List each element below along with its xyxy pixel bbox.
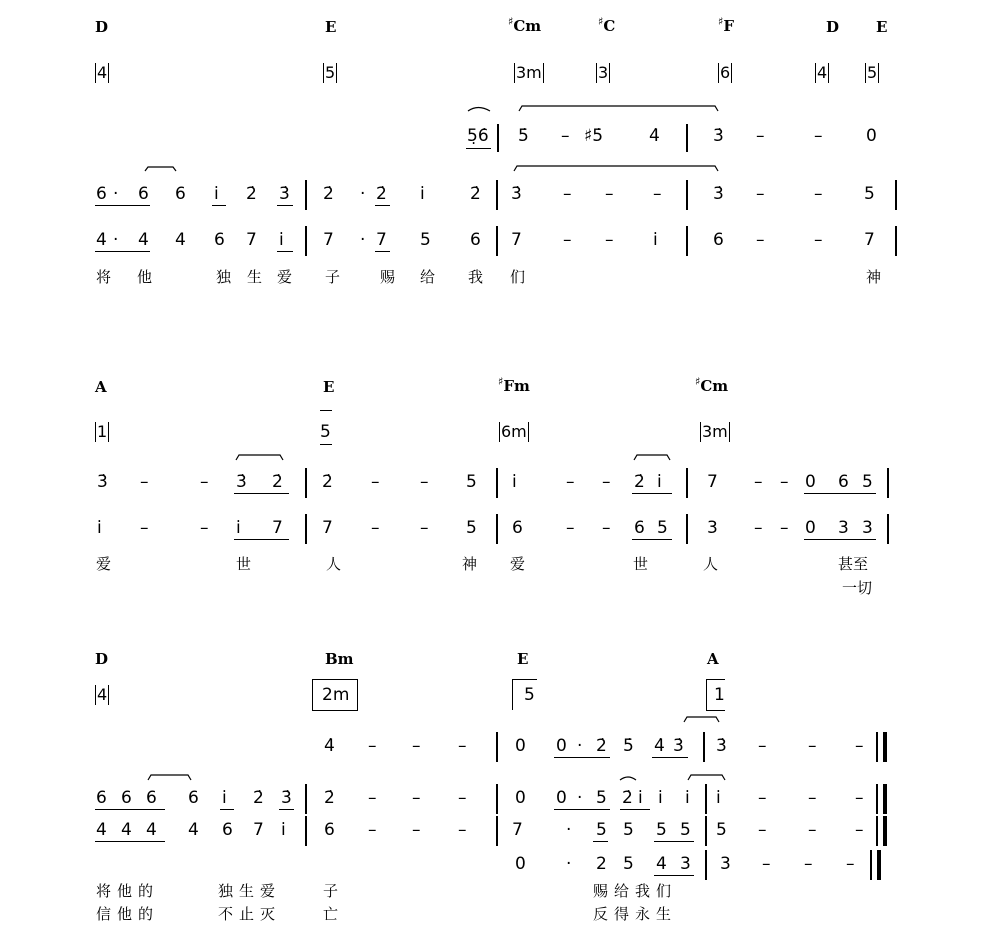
lyric: 反得永生 xyxy=(593,905,678,923)
chord-label: E xyxy=(876,18,888,36)
voice1-note: i̇ xyxy=(685,788,690,808)
melody-note: · xyxy=(577,736,583,756)
voice1-note: i̇ xyxy=(716,788,721,808)
chord-label: ♯Cm xyxy=(508,15,542,35)
voice2-note: – xyxy=(200,518,209,538)
lyric: 爱 xyxy=(277,268,293,286)
voice1-note: 0 xyxy=(556,788,567,808)
lyric: 我 xyxy=(468,268,484,286)
voice1-note: i̇ xyxy=(657,472,662,492)
lyric: 神 xyxy=(866,268,882,286)
voice2-note: – xyxy=(814,230,823,250)
voice3-note: · xyxy=(566,854,572,874)
lyric: 爱 xyxy=(510,555,526,573)
voice2-note: 6 xyxy=(214,230,225,250)
melody-note: ♯5̇ xyxy=(584,126,604,146)
voice1-note: – xyxy=(566,472,575,492)
voice2-note: – xyxy=(371,518,380,538)
lyric: 赐给我们 xyxy=(593,882,678,900)
melody-note: 4̇ xyxy=(654,736,665,756)
melody-note: 2̇ xyxy=(596,736,607,756)
voice2-note: – xyxy=(563,230,572,250)
voice2-note: 6 xyxy=(713,230,724,250)
chord-label: ♯Fm xyxy=(498,375,530,395)
chord-degree-box: 5 xyxy=(320,422,331,442)
voice1-note: 2̇ xyxy=(622,788,633,808)
voice2-note: – xyxy=(566,518,575,538)
voice1-note: – xyxy=(653,184,662,204)
chord-degree-box: 4 xyxy=(97,63,108,82)
voice2-note: · xyxy=(566,820,572,840)
voice3-note: 4 xyxy=(656,854,667,874)
lyric: 将 xyxy=(96,268,112,286)
voice1-note: 7 xyxy=(707,472,718,492)
melody-note: – xyxy=(458,736,467,756)
lyric: 世 xyxy=(236,555,252,573)
chord-label: D xyxy=(826,18,840,36)
lyric: 人 xyxy=(326,555,342,573)
voice2-note: – xyxy=(808,820,817,840)
voice2-note: – xyxy=(602,518,611,538)
voice1-note: 6 xyxy=(188,788,199,808)
voice1-note: 2̇ xyxy=(324,788,335,808)
lyric: 不止灭 xyxy=(218,905,282,923)
chord-degree-box: 3m xyxy=(516,63,542,82)
voice2-note: 7 xyxy=(323,230,334,250)
voice1-note: i̇ xyxy=(638,788,643,808)
voice2-note: 5 xyxy=(680,820,691,840)
voice2-note: – xyxy=(605,230,614,250)
voice2-note: 5 xyxy=(716,820,727,840)
slur xyxy=(148,775,191,780)
voice1-note: 0 xyxy=(515,788,526,808)
chord-label: D xyxy=(95,650,109,668)
voice1-note: – xyxy=(855,788,864,808)
voice2-note: 6 xyxy=(634,518,645,538)
melody-note: 5̣6̇ xyxy=(467,126,489,146)
voice1-note: 2̇ xyxy=(272,472,283,492)
voice3-note: 3 xyxy=(680,854,691,874)
lyric: 人 xyxy=(703,555,719,573)
melody-note: 4̇ xyxy=(649,126,660,146)
chord-degree-box: 5 xyxy=(867,63,878,82)
voice1-note: 6 xyxy=(838,472,849,492)
voice1-note: 2̇ xyxy=(253,788,264,808)
voice2-note: – xyxy=(754,518,763,538)
melody-note: 0 xyxy=(556,736,567,756)
voice3-note: 5 xyxy=(623,854,634,874)
voice1-note: 6 xyxy=(121,788,132,808)
voice1-note: i̇ xyxy=(214,184,219,204)
melody-note: 0 xyxy=(866,126,877,146)
melody-note: – xyxy=(561,126,570,146)
voice3-note: 0 xyxy=(515,854,526,874)
chord-label: E xyxy=(517,650,529,668)
voice1-note: – xyxy=(808,788,817,808)
chord-label: E xyxy=(325,18,337,36)
voice2-note: 7 xyxy=(272,518,283,538)
voice1-note: – xyxy=(605,184,614,204)
chord-degree-box: 2m xyxy=(322,685,350,705)
melody-note: 3̇ xyxy=(716,736,727,756)
chord-degree-box: 1 xyxy=(714,685,725,705)
voice2-note: · xyxy=(113,230,119,250)
lyric: 他 xyxy=(137,268,153,286)
voice2-note: 4 xyxy=(188,820,199,840)
voice1-note: – xyxy=(412,788,421,808)
voice1-note: 2̇ xyxy=(470,184,481,204)
melody-note: 3̇ xyxy=(713,126,724,146)
slur xyxy=(634,455,670,460)
voice2-note: 7 xyxy=(246,230,257,250)
melody-note: 3̇ xyxy=(673,736,684,756)
chord-label: E xyxy=(323,378,335,396)
slur xyxy=(514,166,718,171)
voice1-note: – xyxy=(140,472,149,492)
lyric: 爱 xyxy=(96,555,112,573)
voice2-note: i̇ xyxy=(236,518,241,538)
voice1-note: 2̇ xyxy=(376,184,387,204)
voice1-note: 3̇ xyxy=(281,788,292,808)
voice1-note: – xyxy=(602,472,611,492)
voice1-note: 6 xyxy=(96,788,107,808)
voice1-note: – xyxy=(756,184,765,204)
voice1-note: 2̇ xyxy=(246,184,257,204)
voice1-note: – xyxy=(563,184,572,204)
voice1-note: 2̇ xyxy=(634,472,645,492)
melody-note: – xyxy=(855,736,864,756)
voice1-note: 5 xyxy=(466,472,477,492)
lyric: 子 xyxy=(323,882,339,900)
voice2-note: – xyxy=(756,230,765,250)
voice1-note: – xyxy=(814,184,823,204)
voice1-note: i̇ xyxy=(420,184,425,204)
voice2-note: 5 xyxy=(656,820,667,840)
chord-degree-box: 5 xyxy=(524,685,535,705)
voice1-note: · xyxy=(113,184,119,204)
voice1-note: 5 xyxy=(596,788,607,808)
voice1-note: i̇ xyxy=(512,472,517,492)
lyric: 子 xyxy=(325,268,341,286)
lyric: 赐 xyxy=(380,268,396,286)
chord-degree-box: 3 xyxy=(598,63,609,82)
voice2-note: 6 xyxy=(324,820,335,840)
melody-note: – xyxy=(808,736,817,756)
voice2-note: 6 xyxy=(512,518,523,538)
slur xyxy=(620,777,636,780)
voice2-note: 5 xyxy=(466,518,477,538)
voice3-note: – xyxy=(846,854,855,874)
chord-degree-box: 4 xyxy=(817,63,828,82)
voice1-note: 3̇ xyxy=(279,184,290,204)
voice1-note: 6 xyxy=(146,788,157,808)
lyric: 生 xyxy=(247,268,263,286)
chord-degree-box: 6m xyxy=(501,422,527,441)
voice2-note: 6 xyxy=(222,820,233,840)
voice2-note: – xyxy=(412,820,421,840)
voice1-note: 3̇ xyxy=(713,184,724,204)
voice1-note: – xyxy=(368,788,377,808)
voice2-note: 7 xyxy=(322,518,333,538)
voice1-note: · xyxy=(577,788,583,808)
voice3-note: 2 xyxy=(596,854,607,874)
voice2-note: · xyxy=(360,230,366,250)
chord-degree-box: 3m xyxy=(702,422,728,441)
voice2-note: 5 xyxy=(596,820,607,840)
chord-label: ♯Cm xyxy=(695,375,729,395)
voice2-note: 4 xyxy=(146,820,157,840)
chord-label: D xyxy=(95,18,109,36)
voice1-note: · xyxy=(360,184,366,204)
voice2-note: 7 xyxy=(376,230,387,250)
chord-degree-box: 6 xyxy=(720,63,731,82)
chord-label: ♯F xyxy=(718,15,734,35)
melody-note: – xyxy=(412,736,421,756)
voice1-note: i̇ xyxy=(658,788,663,808)
lyric: 信他的 xyxy=(96,905,160,923)
slur xyxy=(468,108,490,112)
voice2-note: 4 xyxy=(138,230,149,250)
voice2-note: – xyxy=(140,518,149,538)
voice2-note: – xyxy=(368,820,377,840)
lyric: 给 xyxy=(420,268,436,286)
voice1-note: – xyxy=(780,472,789,492)
lyric: 独 xyxy=(216,268,232,286)
lyric: 将他的 xyxy=(96,882,160,900)
voice3-note: 3 xyxy=(720,854,731,874)
voice2-note: – xyxy=(780,518,789,538)
voice1-note: 5 xyxy=(862,472,873,492)
voice1-note: – xyxy=(200,472,209,492)
voice2-note: – xyxy=(420,518,429,538)
voice1-note: – xyxy=(458,788,467,808)
voice2-note: – xyxy=(855,820,864,840)
voice1-note: 2̇ xyxy=(322,472,333,492)
chord-label: A xyxy=(95,378,107,396)
slur xyxy=(684,717,719,722)
voice2-note: i̇ xyxy=(97,518,102,538)
voice2-note: 7 xyxy=(511,230,522,250)
voice1-note: 3̇ xyxy=(236,472,247,492)
melody-note: 0 xyxy=(515,736,526,756)
chord-label: A xyxy=(707,650,719,668)
voice2-note: 5 xyxy=(420,230,431,250)
voice2-note: 4 xyxy=(96,230,107,250)
voice2-note: 5 xyxy=(623,820,634,840)
voice2-note: 7 xyxy=(253,820,264,840)
lyric: 亡 xyxy=(323,905,339,923)
voice2-note: 3 xyxy=(707,518,718,538)
voice1-note: 3̇ xyxy=(511,184,522,204)
slur xyxy=(519,106,718,111)
voice1-note: i̇ xyxy=(222,788,227,808)
lyric: 一切 xyxy=(842,579,873,597)
chord-degree-box: 4 xyxy=(97,685,108,704)
lyric: 们 xyxy=(510,268,526,286)
voice2-note: – xyxy=(458,820,467,840)
voice1-note: – xyxy=(754,472,763,492)
voice2-note: 3 xyxy=(862,518,873,538)
voice1-note: 3̇ xyxy=(97,472,108,492)
melody-note: 5̇ xyxy=(623,736,634,756)
voice1-note: – xyxy=(420,472,429,492)
melody-note: 5̇ xyxy=(518,126,529,146)
melody-note: – xyxy=(814,126,823,146)
voice2-note: 7 xyxy=(512,820,523,840)
lyric: 独生爱 xyxy=(218,882,282,900)
voice2-note: 0 xyxy=(805,518,816,538)
voice2-note: – xyxy=(758,820,767,840)
melody-note: – xyxy=(756,126,765,146)
voice1-note: – xyxy=(758,788,767,808)
voice2-note: 4 xyxy=(96,820,107,840)
voice2-note: 6 xyxy=(470,230,481,250)
voice1-note: 6 xyxy=(138,184,149,204)
voice2-note: 5 xyxy=(657,518,668,538)
voice1-note: 0 xyxy=(805,472,816,492)
melody-note: – xyxy=(758,736,767,756)
voice1-note: 5 xyxy=(864,184,875,204)
melody-note: – xyxy=(368,736,377,756)
voice2-note: 7 xyxy=(864,230,875,250)
chord-label: ♯C xyxy=(598,15,616,35)
slur xyxy=(145,167,176,171)
chord-degree-box: 1 xyxy=(97,422,108,441)
voice1-note: 2̇ xyxy=(323,184,334,204)
voice2-note: 3 xyxy=(838,518,849,538)
voice2-note: i̇ xyxy=(281,820,286,840)
voice1-note: – xyxy=(371,472,380,492)
lyric: 甚至 xyxy=(838,555,869,573)
voice2-note: i̇ xyxy=(653,230,658,250)
slur xyxy=(688,775,725,780)
chord-label: Bm xyxy=(325,650,354,668)
voice1-note: 6 xyxy=(175,184,186,204)
slur xyxy=(236,455,283,460)
melody-note: 4̇ xyxy=(324,736,335,756)
voice2-note: 4 xyxy=(121,820,132,840)
voice1-note: 6 xyxy=(96,184,107,204)
voice2-note: 4 xyxy=(175,230,186,250)
voice3-note: – xyxy=(804,854,813,874)
voice3-note: – xyxy=(762,854,771,874)
voice2-note: i̇ xyxy=(279,230,284,250)
lyric: 神 xyxy=(462,555,478,573)
lyric: 世 xyxy=(633,555,649,573)
chord-degree-box: 5 xyxy=(325,63,336,82)
